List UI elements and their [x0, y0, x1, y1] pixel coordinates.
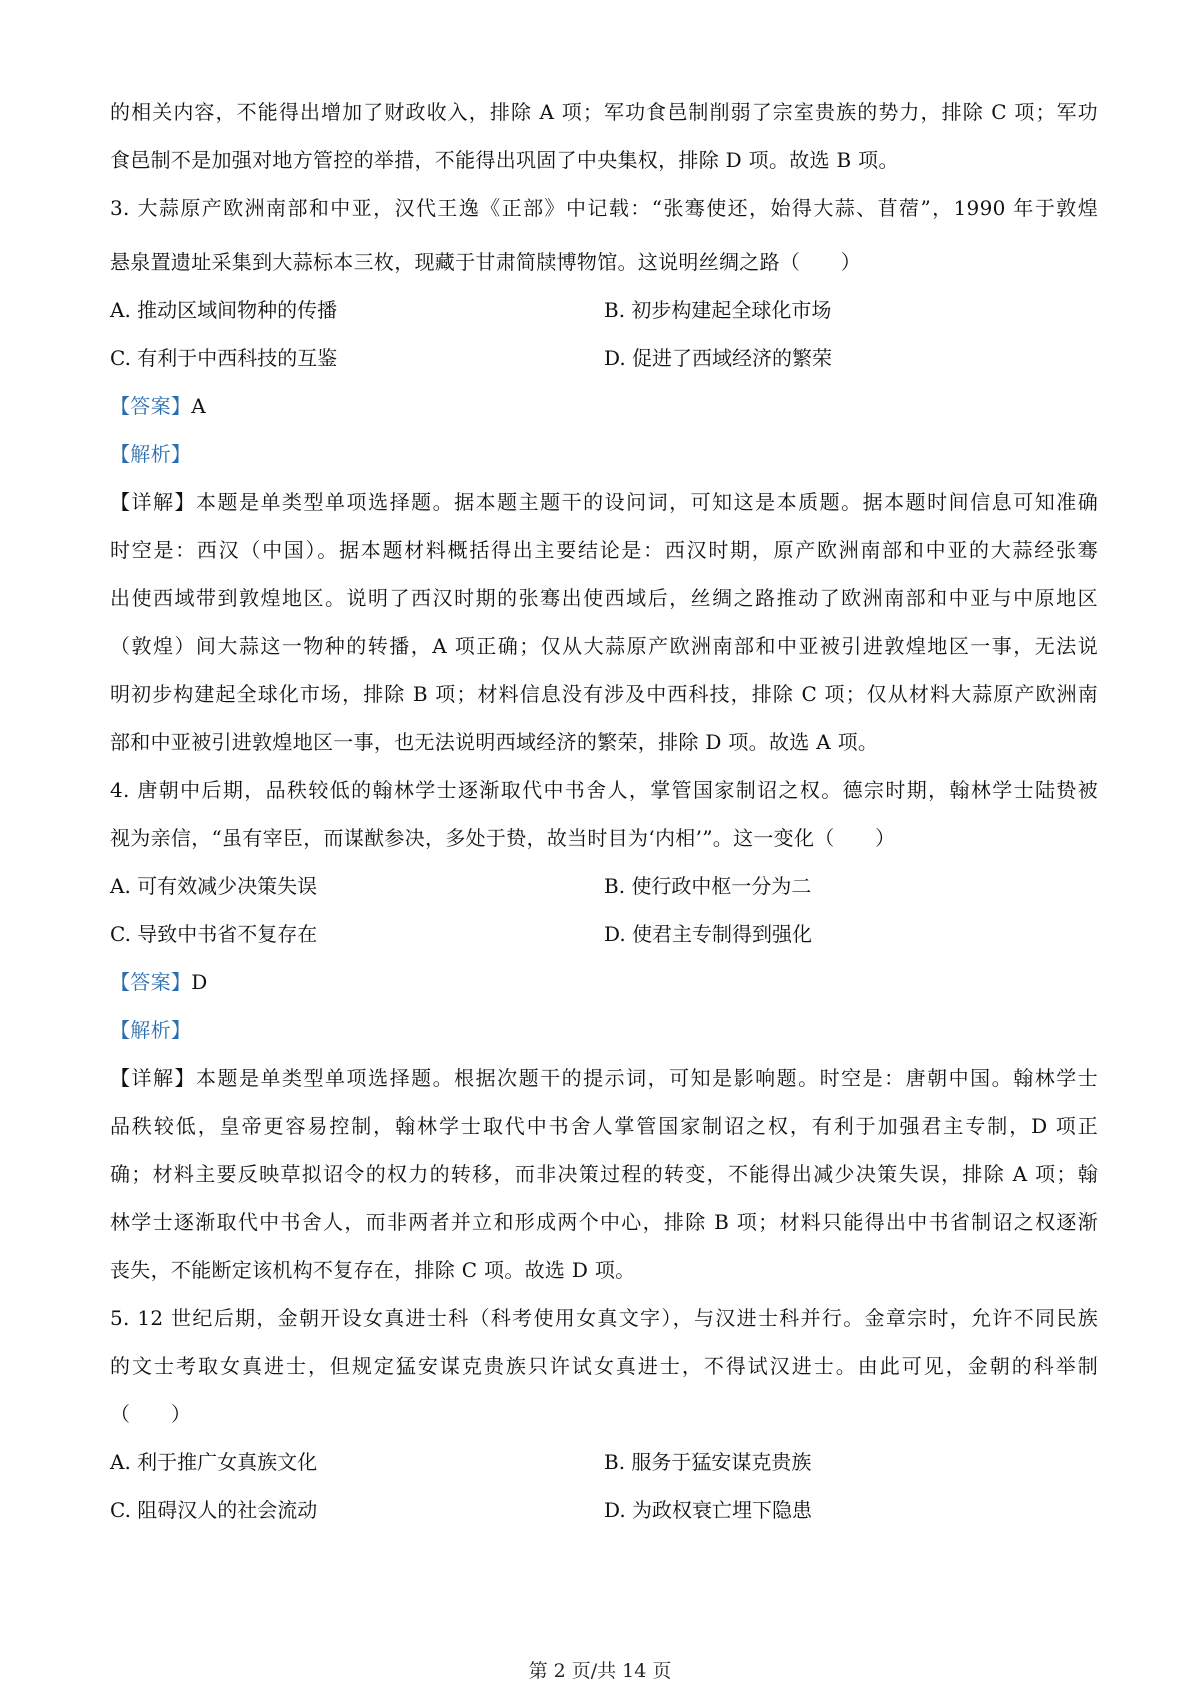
- q4-options-row-1: [110, 862, 1098, 910]
- q4-stem-line-1: 4. 唐朝中后期，品秩较低的翰林学士逐渐取代中书舍人，掌管国家制诏之权。德宗时期，翰林学士陆贽被: [110, 778, 1098, 802]
- q3-options-row-1: [110, 286, 1098, 334]
- q3-detail-line-2: 时空是：西汉（中国）。据本题材料概括得出主要结论是：西汉时期，原产欧洲南部和中亚的大蒜经张骞: [110, 538, 1098, 562]
- q5-option-d: D. 为政权衰亡埋下隐患: [604, 1498, 813, 1522]
- q3-analysis-label: 【解析】: [110, 442, 192, 466]
- q5-option-a: A. 利于推广女真族文化: [110, 1450, 318, 1474]
- q5-options-row-1: [110, 1438, 1098, 1486]
- q4-detail-text-1: 本题是单类型单项选择题。根据次题干的提示词，可知是影响题。时空是：唐朝中国。翰林学士: [196, 1066, 1099, 1090]
- q3-option-b: B. 初步构建起全球化市场: [604, 298, 832, 322]
- q5-option-b: B. 服务于猛安谋克贵族: [604, 1450, 812, 1474]
- q3-answer: [110, 382, 1098, 430]
- q3-options-row-2: [110, 334, 1098, 382]
- q3-detail-line-3: 出使西域带到敦煌地区。说明了西汉时期的张骞出使西域后，丝绸之路推动了欧洲南部和中亚与中原地区: [110, 586, 1098, 610]
- q4-answer: [110, 958, 1098, 1006]
- q4-option-c: C. 导致中书省不复存在: [110, 922, 318, 946]
- q3-stem-line-1: 3. 大蒜原产欧洲南部和中亚，汉代王逸《正部》中记载：“张骞使还，始得大蒜、苜蓿”，1990 年于敦煌: [110, 196, 1098, 220]
- q3-answer-value: A: [191, 394, 206, 418]
- page-content: [110, 88, 1098, 1534]
- q5-option-c: C. 阻碍汉人的社会流动: [110, 1498, 318, 1522]
- q4-detail-label: 【详解】: [110, 1066, 197, 1090]
- q5-stem-line-1: 5. 12 世纪后期，金朝开设女真进士科（科考使用女真文字），与汉进士科并行。金章宗时，允许不同民族: [110, 1306, 1098, 1330]
- q4-detail-line-4: 林学士逐渐取代中书舍人，而非两者并立和形成两个中心，排除 B 项；材料只能得出中书省制诏之权逐渐: [110, 1210, 1098, 1234]
- q4-analysis-label: 【解析】: [110, 1018, 192, 1042]
- q4-answer-value: D: [191, 970, 208, 994]
- q4-answer-label: 【答案】: [110, 970, 192, 994]
- q3-answer-label: 【答案】: [110, 394, 192, 418]
- q3-option-c: C. 有利于中西科技的互鉴: [110, 346, 338, 370]
- q4-detail-line-1: [110, 1054, 1098, 1102]
- q4-option-a: A. 可有效减少决策失误: [110, 874, 318, 898]
- prev-answer-line-2: 食邑制不是加强对地方管控的举措，不能得出巩固了中央集权，排除 D 项。故选 B 项。: [110, 148, 899, 172]
- prev-answer-line-1: 的相关内容，不能得出增加了财政收入，排除 A 项；军功食邑制削弱了宗室贵族的势力，排除 C 项；军功: [110, 100, 1098, 124]
- q3-stem-line-2: 悬泉置遗址采集到大蒜标本三枚，现藏于甘肃简牍博物馆。这说明丝绸之路（ ）: [110, 250, 862, 274]
- q5-options-row-2: [110, 1486, 1098, 1534]
- q3-detail-line-4: （敦煌）间大蒜这一物种的转播，A 项正确；仅从大蒜原产欧洲南部和中亚被引进敦煌地区一事，无法说: [110, 634, 1098, 658]
- q4-detail-line-5: 丧失，不能断定该机构不复存在，排除 C 项。故选 D 项。: [110, 1258, 636, 1282]
- q3-option-a: A. 推动区域间物种的传播: [110, 298, 338, 322]
- q4-detail-line-3: 确；材料主要反映草拟诏令的权力的转移，而非决策过程的转变，不能得出减少决策失误，排除 A 项；翰: [110, 1162, 1098, 1186]
- q4-detail-line-2: 品秩较低，皇帝更容易控制，翰林学士取代中书舍人掌管国家制诏之权，有利于加强君主专制，D 项正: [110, 1114, 1098, 1138]
- q4-option-d: D. 使君主专制得到强化: [604, 922, 813, 946]
- q4-stem-line-2: 视为亲信，“虽有宰臣，而谋猷参决，多处于贽，故当时目为‘内相’”。这一变化（ ）: [110, 826, 896, 850]
- q3-detail-line-1: [110, 478, 1098, 526]
- page-number-footer: 第 2 页/共 14 页: [528, 1660, 672, 1682]
- q3-detail-line-5: 明初步构建起全球化市场，排除 B 项；材料信息没有涉及中西科技，排除 C 项；仅从材料大蒜原产欧洲南: [110, 682, 1098, 706]
- q5-stem-line-2: 的文士考取女真进士，但规定猛安谋克贵族只许试女真进士，不得试汉进士。由此可见，金朝的科举制: [110, 1354, 1098, 1378]
- q3-option-d: D. 促进了西域经济的繁荣: [604, 346, 833, 370]
- q4-option-b: B. 使行政中枢一分为二: [604, 874, 812, 898]
- q3-detail-text-1: 本题是单类型单项选择题。据本题主题干的设问词，可知这是本质题。据本题时间信息可知准确: [196, 490, 1099, 514]
- q5-stem-line-3: （ ）: [110, 1402, 192, 1426]
- q3-detail-label: 【详解】: [110, 490, 197, 514]
- q3-detail-line-6: 部和中亚被引进敦煌地区一事，也无法说明西域经济的繁荣，排除 D 项。故选 A 项。: [110, 730, 879, 754]
- q4-options-row-2: [110, 910, 1098, 958]
